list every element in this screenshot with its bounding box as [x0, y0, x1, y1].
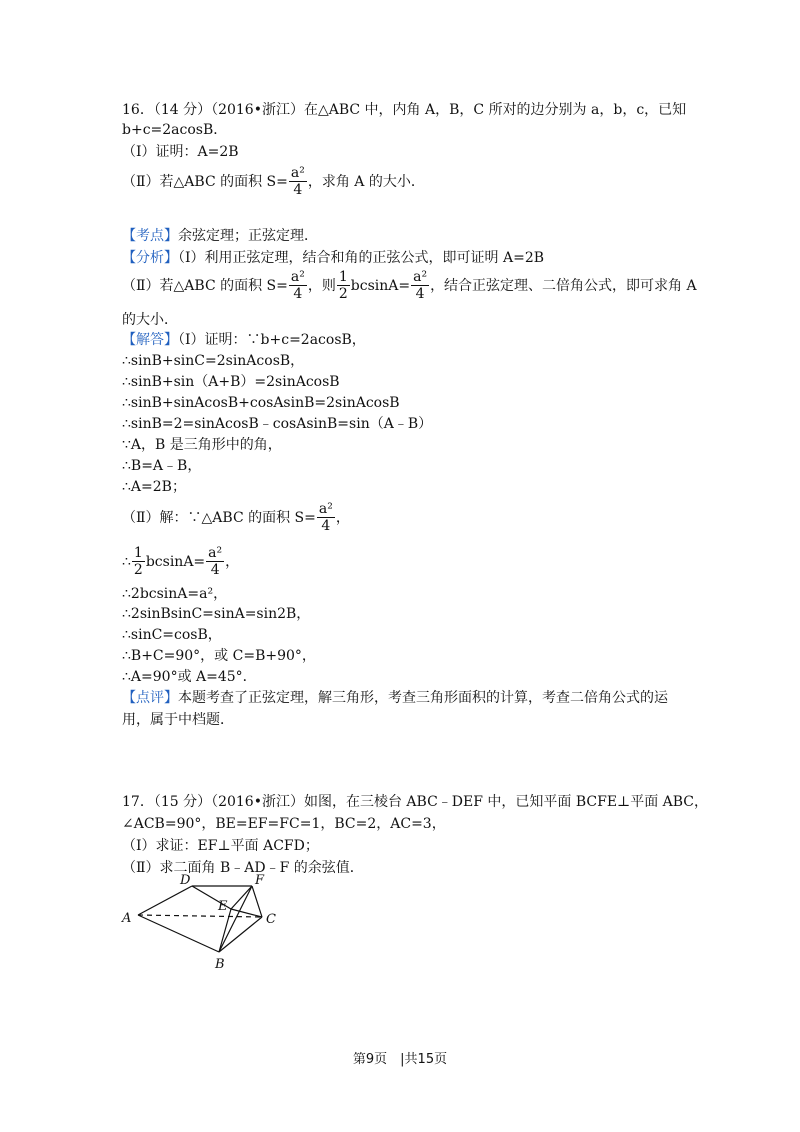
fraction-numerator: a² [208, 545, 223, 561]
frustum-figure [118, 872, 288, 972]
solution-step: ∴A=90°或 A=45°． [122, 669, 257, 685]
fenxi-line2-tail: ，结合正弦定理、二倍角公式，即可求角 A [430, 278, 697, 294]
half-fraction [132, 546, 145, 578]
fraction-denominator: 4 [210, 562, 220, 578]
fraction-numerator: a² [413, 269, 428, 285]
jieda-tag: 【解答】 [122, 332, 178, 348]
fenxi-line2-expr: bcsinA= [350, 278, 411, 294]
edge-AB [138, 915, 219, 952]
fraction-numerator: a² [318, 501, 333, 517]
q17-stem-line2: ∠ACB=90°，BE=EF=FC=1，BC=2，AC=3， [122, 816, 446, 832]
solution-tail: ， [225, 554, 240, 570]
fraction-denominator: 4 [293, 286, 303, 302]
q16-part2 [122, 166, 425, 198]
fenxi-line2-text: （Ⅱ）若△ABC 的面积 S= [122, 278, 288, 294]
fraction-denominator: 2 [338, 286, 348, 302]
edge-BC [219, 917, 262, 952]
vertex-label-B: B [215, 957, 225, 972]
area-fraction [317, 502, 335, 534]
area-fraction [289, 270, 307, 302]
vertex-label-A: A [122, 911, 132, 926]
jieda-text: （Ⅰ）证明：∵b+c=2acosB， [178, 332, 366, 348]
q16-part2-text: （Ⅱ）若△ABC 的面积 S= [122, 174, 288, 190]
fraction-numerator: a² [290, 269, 305, 285]
area-fraction [411, 270, 429, 302]
solution-step: ∵A，B 是三角形中的角， [122, 437, 282, 453]
edge-FC [252, 886, 262, 917]
jieda-line1 [122, 330, 366, 350]
vertex-label-C: C [266, 912, 276, 927]
fenxi-line3: 的大小． [122, 312, 178, 328]
therefore-symbol: ∴ [122, 554, 131, 570]
solution-step: ∴sinB+sinAcosB+cosAsinB=2sinAcosB [122, 395, 400, 411]
dianping-text: 本题考查了正弦定理，解三角形，考查三角形面积的计算，考查二倍角公式的运 [178, 690, 668, 706]
solution-step: ∴sinB+sinC=2sinAcosB， [122, 353, 305, 369]
vertex-label-D: D [180, 873, 191, 888]
area-fraction [206, 546, 224, 578]
solution-step: ∴B+C=90°，或 C=B+90°， [122, 648, 316, 664]
kaodian-text: 余弦定理；正弦定理． [178, 228, 318, 244]
fenxi-text: （Ⅰ）利用正弦定理，结合和角的正弦公式，即可证明 A=2B [178, 250, 545, 266]
edge-AD [138, 886, 192, 915]
solution-step: ∴A=2B； [122, 479, 186, 495]
vertex-label-F: F [255, 873, 265, 888]
kaodian-section [122, 226, 318, 246]
q16-part2-tail: ，求角 A 的大小． [307, 174, 425, 190]
solution-step-half [122, 546, 239, 578]
q17-part2: （Ⅱ）求二面角 B﹣AD﹣F 的余弦值． [122, 860, 364, 876]
fraction-denominator: 4 [321, 518, 331, 534]
page-footer: 第9页 |共15页 [352, 1052, 448, 1067]
fenxi-line2-then: ，则 [307, 278, 336, 294]
area-fraction [289, 166, 307, 198]
solution-step: ∴2sinBsinC=sinA=sin2B， [122, 606, 311, 622]
fraction-denominator: 2 [133, 562, 143, 578]
dianping-line1 [122, 688, 668, 708]
q16-stem-line1: 16．（14 分）（2016•浙江）在△ABC 中，内角 A，B，C 所对的边分别为 a，b，c，已知 [122, 102, 687, 118]
q16-stem-line2: b+c=2acosB． [122, 122, 228, 138]
solution-step: ∴B=A﹣B， [122, 458, 202, 474]
q16-part1: （Ⅰ）证明：A=2B [122, 144, 239, 160]
edge-AC-hidden [138, 915, 262, 917]
jieda-part2-text: （Ⅱ）解：∵△ABC 的面积 S= [122, 510, 316, 526]
solution-step: ∴sinB=2=sinAcosB﹣cosAsinB=sin（A﹣B） [122, 416, 433, 432]
solution-step: ∴2bcsinA=a²， [122, 586, 228, 602]
dianping-tag: 【点评】 [122, 690, 178, 706]
fraction-denominator: 4 [293, 182, 303, 198]
q17-stem-line1: 17．（15 分）（2016•浙江）如图，在三棱台 ABC﹣DEF 中，已知平面 BCFE⊥平面 ABC， [122, 794, 709, 810]
solution-step: ∴sinC=cosB， [122, 627, 222, 643]
kaodian-tag: 【考点】 [122, 228, 178, 244]
edge-EF [231, 886, 252, 909]
jieda-part2 [122, 502, 350, 534]
jieda-part2-tail: ， [335, 510, 350, 526]
half-fraction [337, 270, 350, 302]
fenxi-line1 [122, 248, 544, 268]
fenxi-line2 [122, 270, 697, 302]
fraction-numerator: a² [290, 165, 305, 181]
dianping-line2: 用，属于中档题． [122, 712, 234, 728]
fenxi-tag: 【分析】 [122, 250, 178, 266]
fraction-numerator: 1 [338, 269, 348, 285]
edge-EC [231, 909, 262, 917]
edge-FB [219, 886, 252, 952]
fraction-numerator: 1 [133, 545, 143, 561]
vertex-label-E: E [218, 899, 228, 914]
solution-expr: bcsinA= [145, 554, 206, 570]
solution-step: ∴sinB+sin（A+B）=2sinAcosB [122, 374, 340, 390]
fraction-denominator: 4 [415, 286, 425, 302]
q17-part1: （Ⅰ）求证：EF⊥平面 ACFD； [122, 838, 319, 854]
